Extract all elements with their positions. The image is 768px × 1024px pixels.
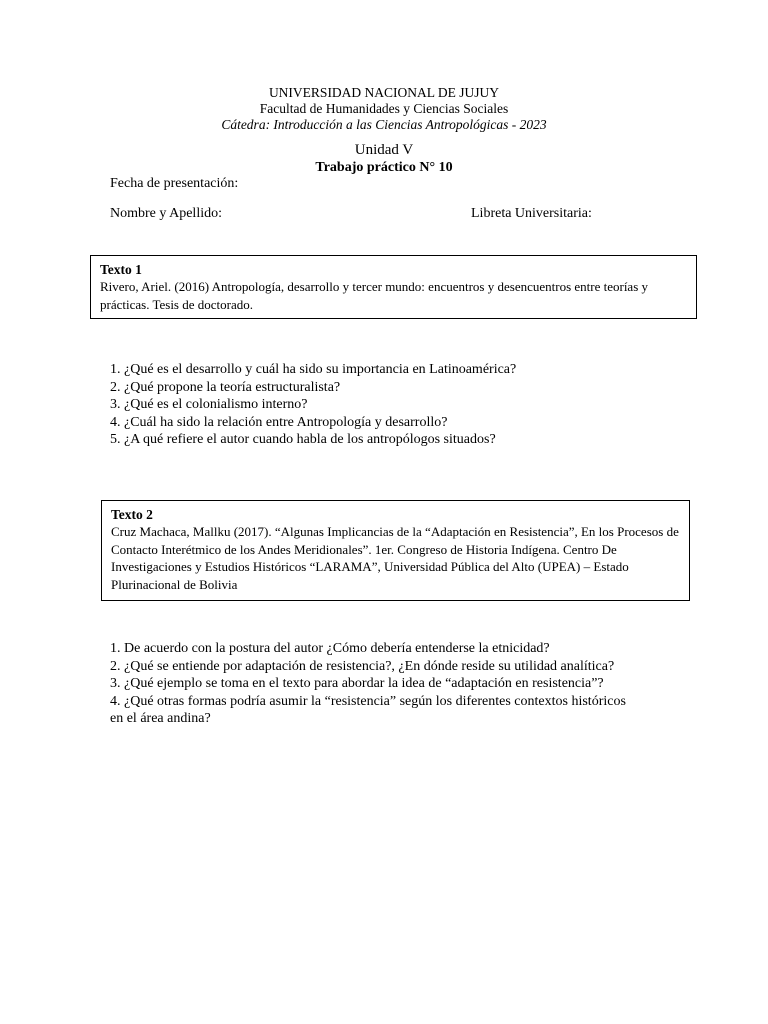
questions1-list [110,361,630,449]
assignment-title: Trabajo práctico N° 10 [315,160,453,175]
text2-reference: Cruz Machaca, Mallku (2017). “Algunas Implicancias de la “Adaptación en Resistencia”, En los Procesos de Contacto Interétmico de los Andes Meridionales”. 1er. Congreso de Historia Indígena. Centro De Investigaciones y Estudios Históricos “LARAMA”, Universidad Pública del Alto (UPEA) – Estado Plurinacional de Bolivia [111,524,679,592]
text1-title: Texto 1 [100,262,142,277]
list-item: 4. ¿Qué otras formas podría asumir la “resistencia” según los diferentes contextos históricos en el área andina? [110,693,626,726]
text1-box [90,255,697,319]
chair-name: Cátedra: Introducción a las Ciencias Antropológicas - 2023 [221,117,547,132]
faculty-name: Facultad de Humanidades y Ciencias Sociales [259,101,509,116]
university-name: UNIVERSIDAD NACIONAL DE JUJUY [268,85,500,100]
unit-title: Unidad V [354,142,414,158]
list-item: 5. ¿A qué refiere el autor cuando habla de los antropólogos situados? [110,432,496,447]
student-id-label: Libreta Universitaria: [471,206,592,221]
name-label: Nombre y Apellido: [110,206,222,221]
list-item: 4. ¿Cuál ha sido la relación entre Antropología y desarrollo? [110,414,448,430]
presentation-date-label: Fecha de presentación: [110,176,239,191]
text2-title: Texto 2 [111,507,153,522]
questions2-list [110,640,630,728]
text1-reference: Rivero, Ariel. (2016) Antropología, desarrollo y tercer mundo: encuentros y desencuentros entre teorías y prácticas. Tesis de doctorado. [100,279,649,312]
list-item: 1. ¿Qué es el desarrollo y cuál ha sido su importancia en Latinoamérica? [110,362,517,377]
text2-box [101,500,690,601]
list-item: 3. ¿Qué es el colonialismo interno? [110,397,308,412]
list-item: 2. ¿Qué se entiende por adaptación de resistencia?, ¿En dónde reside su utilidad analítica? [110,658,615,674]
list-item: 2. ¿Qué propone la teoría estructuralista? [110,379,341,395]
list-item: 1. De acuerdo con la postura del autor ¿Cómo debería entenderse la etnicidad? [110,641,550,656]
list-item: 3. ¿Qué ejemplo se toma en el texto para abordar la idea de “adaptación en resistencia”? [110,676,604,691]
